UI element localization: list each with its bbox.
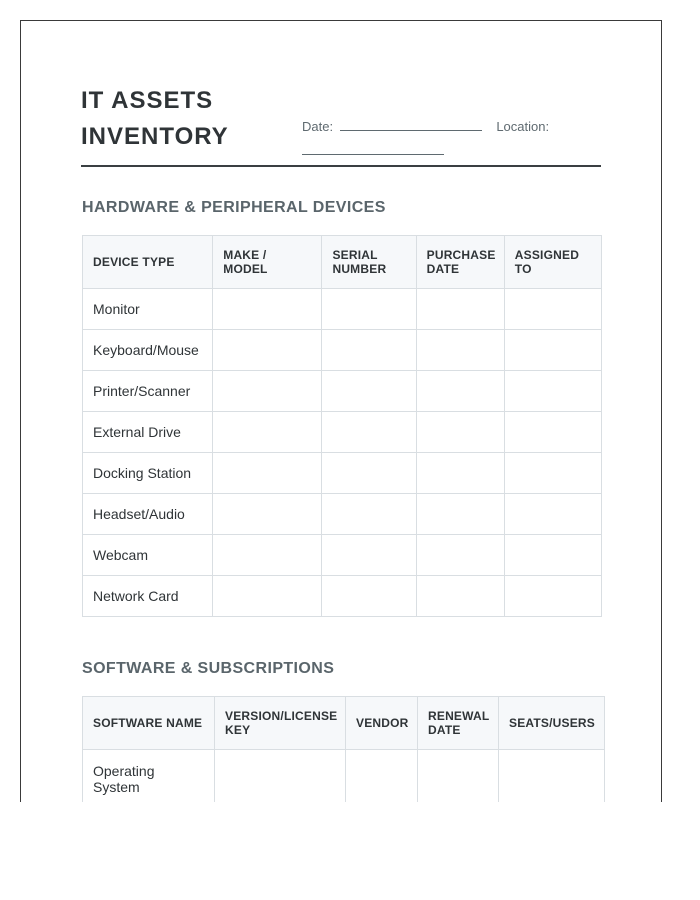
hardware-section-title: HARDWARE & PERIPHERAL DEVICES [82, 199, 386, 216]
assigned-to-cell[interactable] [504, 494, 601, 535]
purchase-date-cell[interactable] [416, 576, 504, 617]
assigned-to-cell[interactable] [504, 330, 601, 371]
assigned-to-cell[interactable] [504, 453, 601, 494]
make-model-cell[interactable] [213, 412, 322, 453]
seats-users-cell[interactable] [499, 750, 605, 803]
column-header: VERSION/LICENSE KEY [215, 697, 346, 750]
serial-number-cell[interactable] [322, 494, 416, 535]
date-label: Date: [302, 119, 334, 134]
meta-fields [302, 115, 601, 163]
document-header [81, 79, 601, 167]
device-type-cell: Monitor [83, 289, 213, 330]
inventory-page [20, 20, 662, 802]
column-header: VENDOR [346, 697, 418, 750]
assigned-to-cell[interactable] [504, 535, 601, 576]
make-model-cell[interactable] [213, 535, 322, 576]
make-model-cell[interactable] [213, 453, 322, 494]
device-type-cell: Printer/Scanner [83, 371, 213, 412]
serial-number-cell[interactable] [322, 330, 416, 371]
serial-number-cell[interactable] [322, 453, 416, 494]
table-row [83, 576, 602, 617]
column-header: PURCHASE DATE [416, 236, 504, 289]
table-row [83, 412, 602, 453]
version-license-cell[interactable] [215, 750, 346, 803]
serial-number-cell[interactable] [322, 535, 416, 576]
table-header-row [83, 236, 602, 289]
table-header-row [83, 697, 605, 750]
hardware-table [82, 235, 602, 617]
renewal-date-cell[interactable] [418, 750, 499, 803]
device-type-cell: External Drive [83, 412, 213, 453]
table-row [83, 494, 602, 535]
column-header: SERIAL NUMBER [322, 236, 416, 289]
device-type-cell: Network Card [83, 576, 213, 617]
page-title [81, 83, 291, 155]
column-header: MAKE / MODEL [213, 236, 322, 289]
purchase-date-cell[interactable] [416, 494, 504, 535]
device-type-cell: Keyboard/Mouse [83, 330, 213, 371]
title-line-2: INVENTORY [81, 123, 229, 150]
table-row [83, 453, 602, 494]
column-header: SEATS/USERS [499, 697, 605, 750]
device-type-cell: Webcam [83, 535, 213, 576]
location-label: Location: [496, 119, 550, 134]
table-row [83, 750, 605, 803]
table-row [83, 289, 602, 330]
column-header: RENEWAL DATE [418, 697, 499, 750]
vendor-cell[interactable] [346, 750, 418, 803]
title-line-1: IT ASSETS [81, 87, 214, 114]
make-model-cell[interactable] [213, 330, 322, 371]
device-type-cell: Headset/Audio [83, 494, 213, 535]
column-header: SOFTWARE NAME [83, 697, 215, 750]
assigned-to-cell[interactable] [504, 371, 601, 412]
purchase-date-cell[interactable] [416, 371, 504, 412]
make-model-cell[interactable] [213, 371, 322, 412]
table-row [83, 535, 602, 576]
software-table [82, 696, 605, 802]
assigned-to-cell[interactable] [504, 289, 601, 330]
purchase-date-cell[interactable] [416, 412, 504, 453]
column-header: ASSIGNED TO [504, 236, 601, 289]
serial-number-cell[interactable] [322, 371, 416, 412]
serial-number-cell[interactable] [322, 412, 416, 453]
table-row [83, 371, 602, 412]
make-model-cell[interactable] [213, 494, 322, 535]
serial-number-cell[interactable] [322, 289, 416, 330]
make-model-cell[interactable] [213, 576, 322, 617]
column-header: DEVICE TYPE [83, 236, 213, 289]
table-row [83, 330, 602, 371]
purchase-date-cell[interactable] [416, 289, 504, 330]
purchase-date-cell[interactable] [416, 535, 504, 576]
make-model-cell[interactable] [213, 289, 322, 330]
software-section-title: SOFTWARE & SUBSCRIPTIONS [82, 660, 335, 677]
software-name-cell: Operating System [83, 750, 215, 803]
purchase-date-cell[interactable] [416, 453, 504, 494]
purchase-date-cell[interactable] [416, 330, 504, 371]
serial-number-cell[interactable] [322, 576, 416, 617]
assigned-to-cell[interactable] [504, 576, 601, 617]
date-field[interactable] [340, 118, 482, 131]
assigned-to-cell[interactable] [504, 412, 601, 453]
device-type-cell: Docking Station [83, 453, 213, 494]
location-field[interactable] [302, 142, 444, 155]
